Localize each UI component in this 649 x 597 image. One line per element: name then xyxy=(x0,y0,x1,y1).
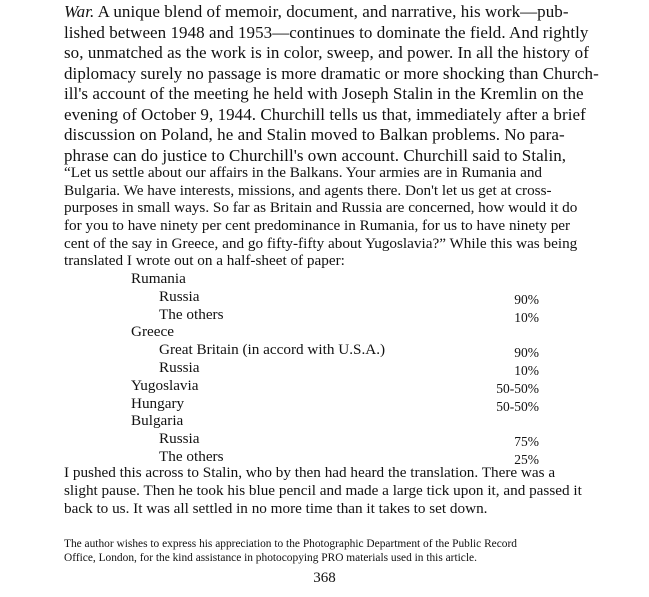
row-label: The others xyxy=(159,305,224,323)
text-line: diplomacy surely no passage is more dramatic or more shocking than Church- xyxy=(64,63,599,83)
row-label: Hungary xyxy=(131,394,185,412)
italic-title-word: War. xyxy=(64,2,95,21)
quote-line: for you to have ninety per cent predominance in Rumania, for us to have ninety per xyxy=(64,217,571,235)
footnote-line: The author wishes to express his appreciation to the Photographic Department of the Public Record xyxy=(64,538,517,550)
footnote xyxy=(64,537,610,565)
table-row xyxy=(131,377,551,395)
quote-line: purposes in small ways. So far as Britain and Russia are concerned, how would it do xyxy=(64,199,578,217)
row-label: Russia xyxy=(159,430,200,448)
quote-line: Bulgaria. We have interests, missions, and agents there. Don't let us get at cross- xyxy=(64,181,552,199)
table-row xyxy=(131,323,551,341)
row-label: Bulgaria xyxy=(131,412,184,430)
row-value: 90% xyxy=(514,291,539,307)
row-value: 10% xyxy=(514,362,539,378)
row-label: Russia xyxy=(159,358,200,376)
text-line: slight pause. Then he took his blue pencil and made a large tick upon it, and passed it xyxy=(64,482,582,499)
table-row xyxy=(131,412,551,430)
main-paragraph xyxy=(64,2,610,166)
row-value: 50-50% xyxy=(496,398,539,414)
quote-line: translated I wrote out on a half-sheet of paper: xyxy=(64,252,345,270)
table-row xyxy=(131,306,551,324)
text-line: evening of October 9, 1944. Churchill tells us that, immediately after a brief xyxy=(64,104,586,124)
churchill-quote xyxy=(64,164,610,270)
text-line: phrase can do justice to Churchill's own account. Churchill said to Stalin, xyxy=(64,145,567,165)
table-row xyxy=(131,288,551,306)
percentages-table xyxy=(131,270,551,466)
row-value: 25% xyxy=(514,451,539,467)
row-value: 10% xyxy=(514,309,539,325)
table-row xyxy=(131,359,551,377)
text-line: so, unmatched as the work is in color, sweep, and power. In all the history of xyxy=(64,43,589,62)
row-value: 50-50% xyxy=(496,380,539,396)
table-row xyxy=(131,430,551,448)
table-row xyxy=(131,395,551,413)
row-value: 90% xyxy=(514,345,539,361)
text-line: back to us. It was all settled in no more time than it takes to set down. xyxy=(64,500,488,517)
table-row xyxy=(131,270,551,288)
row-value: 75% xyxy=(514,434,539,450)
text-line: ill's account of the meeting he held with Joseph Stalin in the Kremlin on the xyxy=(64,84,584,103)
quote-line: “Let us settle about our affairs in the Balkans. Your armies are in Rumania and xyxy=(64,164,543,181)
text-line: discussion on Poland, he and Stalin moved to Balkan problems. No para- xyxy=(64,125,565,144)
row-label: The others xyxy=(159,447,224,465)
text-line: War. A unique blend of memoir, document, and narrative, his work—pub- xyxy=(64,2,569,21)
row-label: Yugoslavia xyxy=(131,376,199,394)
row-label: Great Britain (in accord with U.S.A.) xyxy=(159,341,386,359)
after-table-paragraph xyxy=(64,464,610,518)
row-label: Russia xyxy=(159,287,200,305)
row-label: Rumania xyxy=(131,270,186,287)
footnote-line: Office, London, for the kind assistance in photocopying PRO materials used in this article. xyxy=(64,552,477,564)
quote-line: cent of the say in Greece, and go fifty-fifty about Yugoslavia?” While this was being xyxy=(64,234,578,252)
row-label: Greece xyxy=(131,323,174,341)
text-line: I pushed this across to Stalin, who by then had heard the translation. There was a xyxy=(64,464,556,481)
text-line: lished between 1948 and 1953—continues to dominate the field. And rightly xyxy=(64,22,589,42)
page-number: 368 xyxy=(313,570,336,586)
table-row xyxy=(131,341,551,359)
